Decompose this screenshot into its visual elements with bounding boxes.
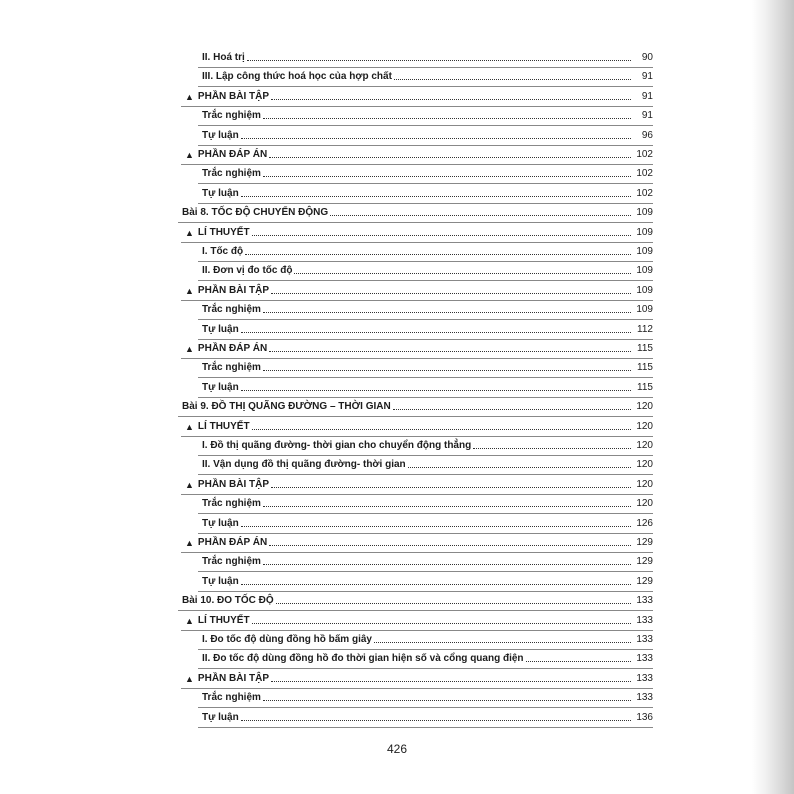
toc-entry[interactable]: [185, 147, 653, 161]
toc-row: [0, 320, 794, 340]
toc-entry-title: PHẦN BÀI TẬP: [197, 90, 270, 102]
toc-entry-title: PHẦN ĐÁP ÁN: [197, 343, 268, 354]
toc-entry-title: I. Tốc độ: [202, 246, 244, 257]
toc-row: [0, 475, 794, 495]
toc-row: [0, 572, 794, 592]
toc-entry-title: Trắc nghiệm: [202, 498, 261, 510]
dot-leader: [241, 332, 631, 333]
toc-entry-title: II. Đo tốc độ dùng đồng hồ đo thời gian hiện số và cổng quang điện: [202, 653, 524, 665]
toc-page-number: 120: [636, 498, 653, 510]
toc-page-number: 120: [636, 440, 653, 451]
dot-leader: [241, 584, 631, 585]
toc-entry[interactable]: [202, 554, 653, 568]
dot-leader: [252, 235, 631, 236]
toc-entry-title: III. Lập công thức hoá học của hợp chất: [202, 71, 392, 83]
toc-page-number: 109: [636, 207, 653, 219]
triangle-marker-icon: ▲: [185, 91, 194, 102]
toc-page-number: 109: [636, 265, 653, 277]
toc-entry[interactable]: [185, 89, 653, 103]
toc-entry-title: PHẦN ĐÁP ÁN: [197, 537, 268, 548]
toc-row: [0, 494, 794, 514]
toc-entry-title: PHẦN BÀI TẬP: [197, 284, 270, 296]
triangle-marker-icon: ▲: [185, 344, 194, 354]
toc-page-number: 109: [636, 226, 653, 238]
toc-entry[interactable]: [185, 477, 653, 491]
toc-row: [0, 378, 794, 398]
toc-entry[interactable]: [185, 671, 653, 685]
toc-entry-title: II. Đơn vị đo tốc độ: [202, 265, 293, 277]
toc-page-number: 102: [636, 187, 653, 199]
toc-entry-title: Bài 10. ĐO TỐC ĐỘ: [182, 595, 274, 607]
toc-row: [0, 145, 794, 165]
toc-row: [0, 126, 794, 146]
toc-entry[interactable]: [202, 457, 653, 471]
dot-leader: [252, 429, 631, 430]
toc-page-number: 109: [636, 246, 653, 257]
toc-entry[interactable]: [202, 710, 653, 724]
toc-entry-title: PHẦN BÀI TẬP: [197, 672, 270, 684]
dot-leader: [271, 293, 631, 294]
toc-row: [0, 708, 794, 728]
toc-row: [0, 669, 794, 689]
toc-row: [0, 358, 794, 378]
toc-page-number: 120: [636, 401, 653, 413]
toc-row: [0, 514, 794, 534]
toc-entry[interactable]: [202, 302, 653, 316]
toc-entry[interactable]: [202, 108, 653, 122]
page-number: 426: [386, 742, 408, 756]
toc-entry-title: PHẦN BÀI TẬP: [197, 478, 270, 490]
toc-entry[interactable]: [202, 360, 653, 374]
toc-page-number: 133: [636, 672, 653, 684]
dot-leader: [294, 273, 631, 274]
toc-entry[interactable]: [182, 399, 653, 413]
dot-leader: [263, 370, 631, 371]
toc-entry-title: Tự luận: [202, 575, 239, 587]
dot-leader: [269, 157, 631, 158]
dot-leader: [241, 196, 631, 197]
triangle-marker-icon: ▲: [185, 479, 194, 490]
toc-page-number: 90: [641, 52, 653, 63]
toc-entry[interactable]: [202, 496, 653, 510]
toc-row: [0, 203, 794, 223]
toc-row: [0, 611, 794, 631]
toc-entry[interactable]: [185, 283, 653, 297]
triangle-marker-icon: ▲: [185, 538, 194, 548]
toc-row: [0, 552, 794, 572]
dot-leader: [393, 409, 631, 410]
dot-leader: [241, 720, 631, 721]
toc-entry[interactable]: [202, 322, 653, 336]
toc-entry-title: PHẦN ĐÁP ÁN: [197, 149, 268, 160]
toc-page-number: 91: [641, 110, 653, 122]
toc-entry-title: Tự luận: [202, 517, 239, 529]
toc-row: [0, 339, 794, 359]
dot-leader: [241, 526, 631, 527]
toc-page-number: 102: [636, 168, 653, 180]
triangle-marker-icon: ▲: [185, 615, 194, 626]
dot-leader: [269, 351, 631, 352]
toc-row: [0, 67, 794, 87]
toc-row: [0, 261, 794, 281]
toc-entry-title: I. Đo tốc độ dùng đồng hồ bấm giây: [202, 634, 372, 645]
dot-leader: [269, 545, 631, 546]
toc-entry[interactable]: [202, 128, 653, 142]
toc-entry[interactable]: [202, 574, 653, 588]
toc-entry-title: Tự luận: [202, 323, 239, 335]
dot-leader: [263, 118, 631, 119]
toc-page-number: 115: [637, 381, 653, 393]
toc-page-number: 133: [636, 595, 653, 607]
dot-leader: [526, 661, 631, 662]
toc-page-number: 115: [637, 343, 653, 354]
toc-page-number: 109: [636, 284, 653, 296]
toc-entry-title: Trắc nghiệm: [202, 692, 261, 704]
toc-row: [0, 417, 794, 437]
toc-row: [0, 281, 794, 301]
toc-entry-title: II. Hoá trị: [202, 52, 245, 63]
toc-page-number: 102: [636, 149, 653, 160]
dot-leader: [263, 312, 631, 313]
dot-leader: [374, 642, 631, 643]
toc-page-number: 129: [636, 537, 653, 548]
dot-leader: [263, 564, 631, 565]
toc-entry-title: I. Đồ thị quãng đường- thời gian cho chuyển động thẳng: [202, 440, 472, 451]
toc-entry[interactable]: [185, 419, 653, 433]
triangle-marker-icon: ▲: [185, 227, 194, 238]
toc-entry[interactable]: [202, 244, 653, 258]
toc-page-number: 129: [636, 575, 653, 587]
toc-entry-title: Bài 8. TỐC ĐỘ CHUYỂN ĐỘNG: [182, 207, 329, 219]
dot-leader: [245, 254, 631, 255]
toc-page-number: 109: [636, 304, 653, 316]
toc-page-number: 133: [636, 653, 653, 665]
toc-entry[interactable]: [202, 186, 653, 200]
dot-leader: [271, 681, 631, 682]
toc-page-number: 120: [636, 420, 653, 432]
toc-row: [0, 223, 794, 243]
toc-page-number: 133: [636, 614, 653, 626]
toc-entry-title: LÍ THUYẾT: [197, 614, 250, 626]
toc-entry-title: Trắc nghiệm: [202, 304, 261, 316]
toc-entry[interactable]: [202, 651, 653, 665]
toc-page-number: 91: [641, 90, 653, 102]
toc-row: [0, 300, 794, 320]
toc-row: [0, 455, 794, 475]
toc-page-number: 120: [636, 478, 653, 490]
dot-leader: [241, 390, 631, 391]
dot-leader: [473, 448, 631, 449]
toc-row: [0, 242, 794, 262]
dot-leader: [247, 60, 631, 61]
toc-entry-title: Trắc nghiệm: [202, 168, 261, 180]
toc-entry[interactable]: [202, 516, 653, 530]
dot-leader: [263, 506, 631, 507]
toc-entry-title: LÍ THUYẾT: [197, 226, 250, 238]
toc-row: [0, 533, 794, 553]
toc-row: [0, 397, 794, 417]
toc-entry-title: Trắc nghiệm: [202, 362, 261, 374]
toc-entry[interactable]: [202, 380, 653, 394]
toc-row: [0, 164, 794, 184]
toc-row: [0, 630, 794, 650]
toc-entry[interactable]: [202, 690, 653, 704]
toc-page-number: 96: [641, 129, 653, 141]
toc-entry[interactable]: [185, 535, 653, 549]
toc-row: [0, 436, 794, 456]
triangle-marker-icon: ▲: [185, 150, 194, 160]
triangle-marker-icon: ▲: [185, 673, 194, 684]
toc-page-number: 133: [636, 692, 653, 704]
toc-entry[interactable]: [182, 205, 653, 219]
toc-entry[interactable]: [182, 593, 653, 607]
toc-row: [0, 591, 794, 611]
toc-entry-title: Tự luận: [202, 129, 239, 141]
dot-leader: [263, 176, 631, 177]
toc-row: [0, 87, 794, 107]
toc-entry[interactable]: [202, 50, 653, 64]
row-rule: [198, 727, 653, 728]
toc-row: [0, 688, 794, 708]
toc-page-number: 120: [636, 459, 653, 471]
toc-row: [0, 106, 794, 126]
toc-entry-title: Tự luận: [202, 381, 239, 393]
toc-entry-title: Trắc nghiệm: [202, 110, 261, 122]
toc-entry-title: LÍ THUYẾT: [197, 420, 250, 432]
toc-entry[interactable]: [202, 263, 653, 277]
toc-entry[interactable]: [185, 225, 653, 239]
toc-row: [0, 48, 794, 68]
toc-page-number: 133: [636, 634, 653, 645]
dot-leader: [394, 79, 631, 80]
toc-page-number: 129: [636, 556, 653, 568]
toc-page-number: 115: [637, 362, 653, 374]
toc-entry[interactable]: [202, 632, 653, 646]
toc-page-number: 136: [636, 711, 653, 723]
toc-entry[interactable]: [202, 166, 653, 180]
dot-leader: [241, 138, 631, 139]
toc-entry-title: II. Vận dụng đồ thị quãng đường- thời gian: [202, 459, 406, 471]
toc-entry[interactable]: [202, 69, 653, 83]
toc-entry-title: Tự luận: [202, 187, 239, 199]
toc-page-number: 126: [636, 517, 653, 529]
toc-row: [0, 184, 794, 204]
triangle-marker-icon: ▲: [185, 285, 194, 296]
dot-leader: [252, 623, 631, 624]
toc-entry-title: Bài 9. ĐỒ THỊ QUÃNG ĐƯỜNG – THỜI GIAN: [182, 401, 391, 413]
dot-leader: [263, 700, 631, 701]
dot-leader: [408, 467, 631, 468]
dot-leader: [271, 487, 631, 488]
dot-leader: [271, 99, 631, 100]
dot-leader: [330, 215, 631, 216]
dot-leader: [276, 603, 631, 604]
toc-entry-title: Tự luận: [202, 711, 239, 723]
toc-page-number: 112: [637, 323, 653, 335]
toc-page-number: 91: [641, 71, 653, 83]
toc-entry-title: Trắc nghiệm: [202, 556, 261, 568]
toc-entry[interactable]: [202, 438, 653, 452]
triangle-marker-icon: ▲: [185, 421, 194, 432]
toc-entry[interactable]: [185, 613, 653, 627]
toc-entry[interactable]: [185, 341, 653, 355]
toc-row: [0, 649, 794, 669]
